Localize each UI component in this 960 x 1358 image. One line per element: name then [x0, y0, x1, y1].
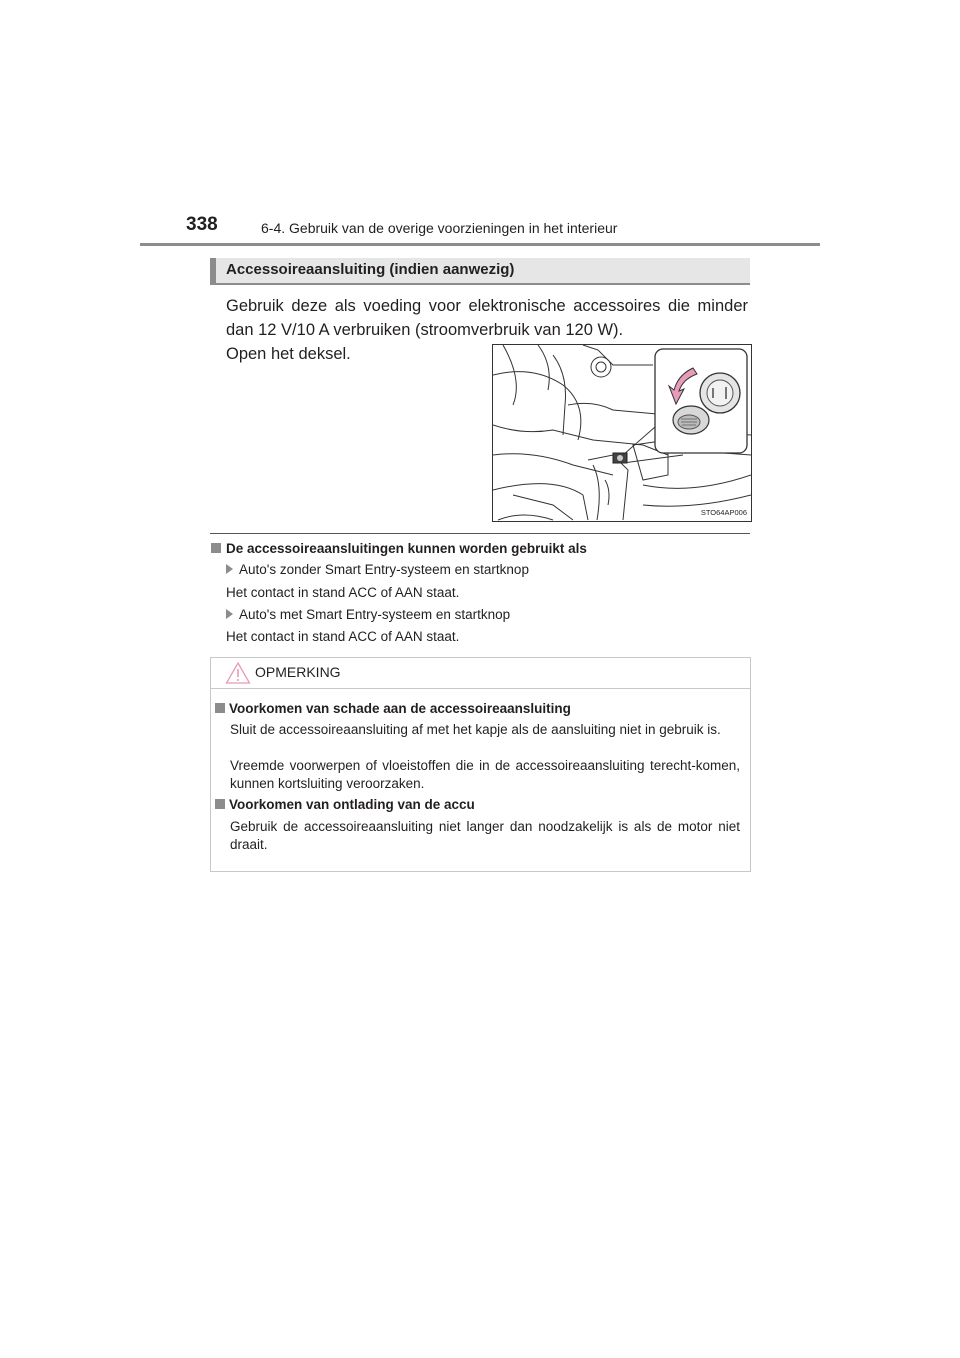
accessory-socket-illustration [492, 344, 752, 522]
triangle-bullet-icon [226, 564, 233, 574]
notes-item-text: Het contact in stand ACC of AAN staat. [226, 585, 460, 600]
notes-item-text: Het contact in stand ACC of AAN staat. [226, 629, 460, 644]
notes-divider [210, 533, 750, 534]
section-accent [210, 258, 216, 283]
notice-item-text: Vreemde voorwerpen of vloeistoffen die in de accessoireaansluiting terecht-komen, kunnen kortsluiting veroorzaken. [230, 758, 740, 791]
instruction-text: Open het deksel. [226, 345, 351, 363]
square-bullet-icon [215, 799, 225, 809]
notice-item-text: Sluit de accessoireaansluiting af met het kapje als de aansluiting niet in gebruik is. [230, 722, 721, 737]
triangle-bullet-icon [226, 609, 233, 619]
notice-header [211, 658, 750, 689]
notes-heading: De accessoireaansluitingen kunnen worden gebruikt als [211, 541, 587, 556]
chapter-title: 6-4. Gebruik van de overige voorzieningen in het interieur [261, 220, 618, 236]
notice-item-heading: Voorkomen van ontlading van de accu [215, 797, 475, 812]
notice-box [210, 657, 751, 872]
section-heading-bar [210, 258, 750, 285]
notes-item-label: Auto's met Smart Entry-systeem en startknop [226, 607, 510, 622]
intro-paragraph: Gebruik deze als voeding voor elektronische accessoires die minder dan 12 V/10 A verbruiken (stroomverbruik van 120 W). [226, 297, 748, 339]
section-title: Accessoireaansluiting (indien aanwezig) [226, 261, 515, 278]
figure-code: STO64AP006 [700, 508, 747, 517]
header-rule [140, 243, 820, 246]
warning-triangle-icon [225, 661, 251, 685]
notice-label: OPMERKING [255, 664, 341, 680]
square-bullet-icon [211, 543, 221, 553]
page-number: 338 [186, 214, 218, 235]
notice-item-text: Gebruik de accessoireaansluiting niet langer dan noodzakelijk is als de motor niet draait. [230, 819, 740, 852]
square-bullet-icon [215, 703, 225, 713]
notes-item-label: Auto's zonder Smart Entry-systeem en startknop [226, 562, 529, 577]
notice-item-heading: Voorkomen van schade aan de accessoireaansluiting [215, 701, 571, 716]
